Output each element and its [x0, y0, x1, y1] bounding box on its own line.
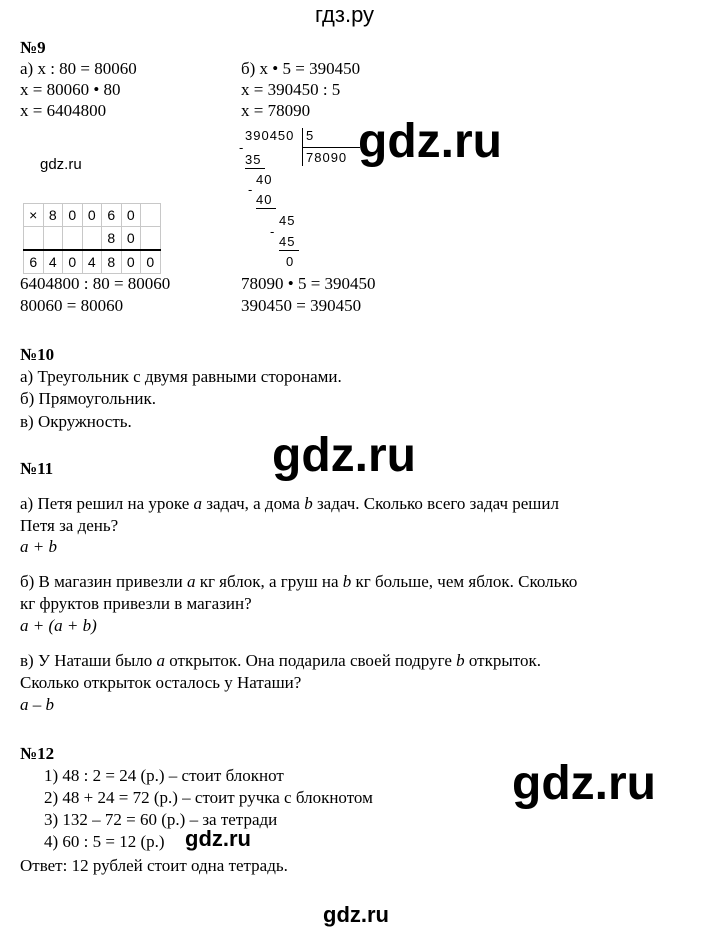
grid-cell: 8 [102, 250, 122, 274]
task-9b-line-2: x = 390450 : 5 [241, 80, 341, 99]
task-9a-check-1: 6404800 : 80 = 80060 [20, 274, 171, 293]
division-step-3: 40 [256, 192, 273, 207]
task-10-line-2: б) Прямоугольник. [20, 389, 157, 408]
watermark-large-3: gdz.ru [512, 757, 656, 810]
site-header: гдз.ру [315, 2, 375, 27]
task-9a-line-2: x = 80060 • 80 [20, 80, 121, 99]
watermark-small: gdz.ru [40, 156, 82, 173]
grid-cell [141, 204, 161, 227]
watermark-medium: gdz.ru [185, 826, 251, 851]
task-9b-line-1: б) x • 5 = 390450 [241, 59, 361, 78]
task-11b-line-1 [20, 572, 577, 592]
grid-cell: 0 [121, 250, 141, 274]
task-12-step-1: 1) 48 : 2 = 24 (р.) – стоит блокнот [44, 766, 284, 785]
task-9a-line-3: x = 6404800 [20, 101, 107, 120]
text-fragment: в) У Наташи было [20, 651, 157, 670]
watermark-bottom: gdz.ru [323, 902, 389, 927]
task-12-step-4: 4) 60 : 5 = 12 (р.) [44, 832, 165, 851]
grid-cell [141, 227, 161, 251]
grid-cell: 0 [82, 204, 102, 227]
task-9b-check-2: 390450 = 390450 [241, 296, 362, 315]
grid-cell [63, 227, 83, 251]
variable-a: a [156, 651, 166, 670]
grid-cell: 6 [102, 204, 122, 227]
task-11c-line-2: Сколько открыток осталось у Наташи? [20, 673, 302, 692]
grid-cell: 0 [141, 250, 161, 274]
division-minus-3: - [270, 224, 276, 239]
variable-b: b [456, 651, 465, 670]
division-quotient-line [302, 147, 360, 148]
task-9a-check-2: 80060 = 80060 [20, 296, 124, 315]
task-12-title: №12 [20, 744, 55, 763]
task-9-title: №9 [20, 38, 46, 57]
division-underline-3 [279, 250, 299, 251]
text-fragment: открыток. Она подарила своей подруге [165, 651, 457, 670]
grid-cell: 8 [43, 204, 63, 227]
watermark-large-2: gdz.ru [272, 429, 416, 482]
watermark-large-1: gdz.ru [358, 115, 502, 168]
task-12-step-3: 3) 132 – 72 = 60 (р.) – за тетради [44, 810, 278, 829]
variable-b: b [342, 572, 352, 591]
text-fragment: кг больше, чем яблок. Сколько [351, 572, 578, 591]
division-underline-1 [245, 168, 265, 169]
grid-cell: 0 [63, 204, 83, 227]
grid-cell [82, 227, 102, 251]
task-12-answer: Ответ: 12 рублей стоит одна тетрадь. [20, 856, 288, 875]
grid-cell: 6 [24, 250, 44, 274]
division-quotient: 78090 [306, 150, 348, 165]
grid-cell: 0 [121, 227, 141, 251]
task-10-line-1: а) Треугольник с двумя равными сторонами. [20, 367, 342, 386]
division-step-2: 40 [256, 172, 273, 187]
task-11b-answer: a + (a + b) [20, 616, 97, 635]
task-10-line-3: в) Окружность. [20, 412, 132, 431]
division-minus-1: - [239, 140, 245, 155]
variable-a: a [193, 494, 203, 513]
task-11c-answer: a – b [20, 695, 54, 714]
text-fragment: открыток. [464, 651, 541, 670]
division-minus-2: - [248, 182, 254, 197]
division-step-1: 35 [245, 152, 262, 167]
task-10-title: №10 [20, 345, 55, 364]
text-fragment: б) В магазин привезли [20, 572, 187, 591]
text-fragment: задач. Сколько всего задач решил [312, 494, 559, 513]
grid-cell: 4 [43, 250, 63, 274]
text-fragment: кг яблок, а груш на [195, 572, 343, 591]
multiplication-grid [23, 203, 161, 274]
task-9a-line-1: а) x : 80 = 80060 [20, 59, 137, 78]
division-step-5: 45 [279, 234, 296, 249]
task-11c-line-1 [20, 651, 541, 671]
grid-sign: × [24, 204, 44, 227]
task-11-title: №11 [20, 459, 54, 478]
text-fragment: а) Петя решил на уроке [20, 494, 194, 513]
division-remainder: 0 [286, 254, 295, 269]
text-fragment: задач, а дома [202, 494, 305, 513]
task-9b-line-3: x = 78090 [241, 101, 311, 120]
division-dividend: 390450 [245, 128, 295, 143]
task-9b-check-1: 78090 • 5 = 390450 [241, 274, 376, 293]
division-divisor: 5 [306, 128, 315, 143]
grid-cell: 0 [121, 204, 141, 227]
task-11a-answer: a + b [20, 537, 57, 556]
task-11a-line-2: Петя за день? [20, 516, 119, 535]
grid-cell: 0 [63, 250, 83, 274]
variable-b: b [304, 494, 313, 513]
task-11b-line-2: кг фруктов привезли в магазин? [20, 594, 252, 613]
division-step-4: 45 [279, 213, 296, 228]
division-underline-2 [256, 208, 276, 209]
task-11a-line-1 [20, 494, 559, 514]
grid-cell [43, 227, 63, 251]
task-12-step-2: 2) 48 + 24 = 72 (р.) – стоит ручка с блокнотом [44, 788, 373, 807]
grid-cell: 8 [102, 227, 122, 251]
grid-cell: 4 [82, 250, 102, 274]
variable-a: a [186, 572, 196, 591]
grid-cell [24, 227, 44, 251]
